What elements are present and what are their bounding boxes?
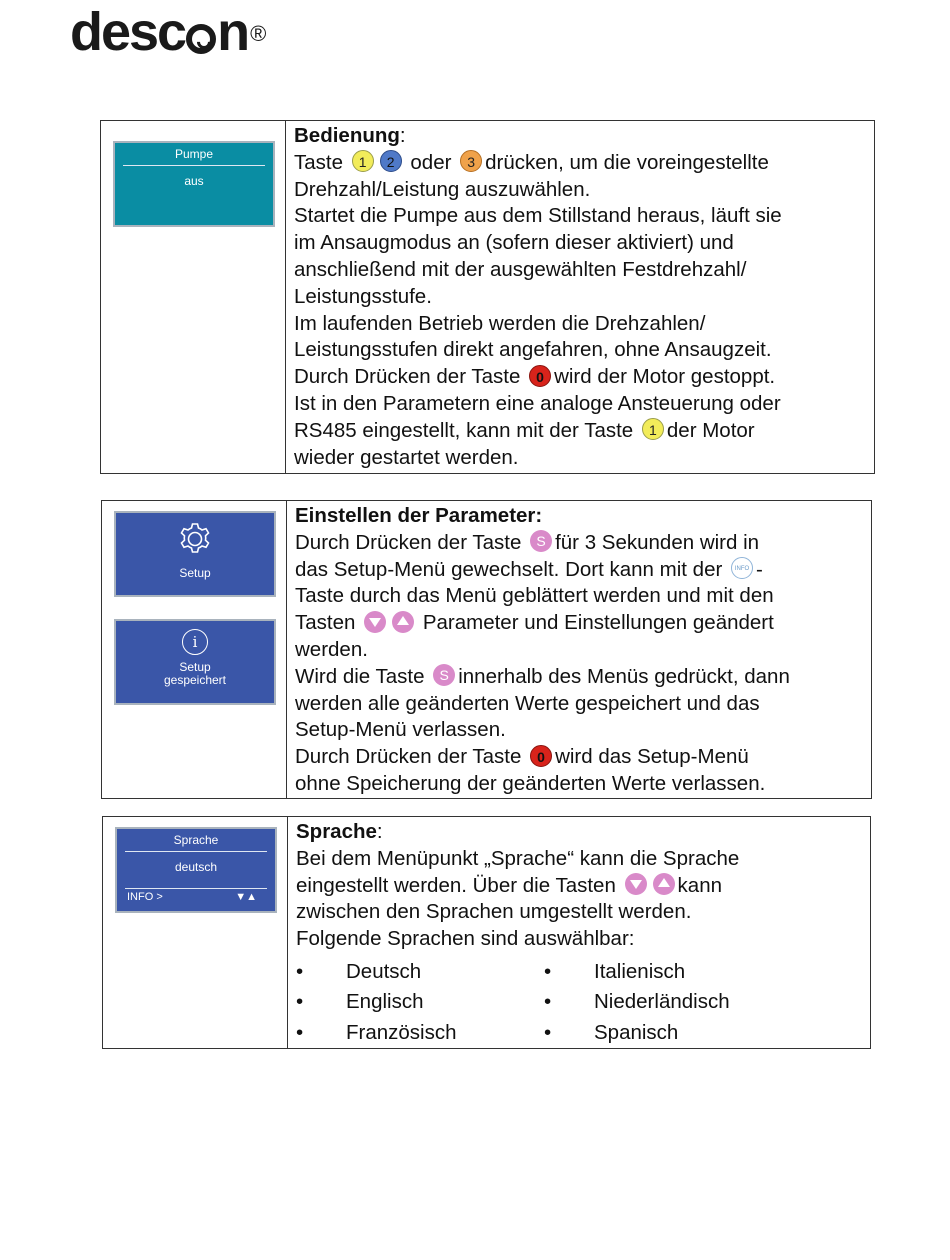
language-display-value: deutsch xyxy=(174,860,218,874)
operation-line: Startet die Pumpe aus dem Stillstand heraus, läuft sie xyxy=(294,204,782,228)
key-1-icon: 1 xyxy=(352,150,374,172)
operation-title-colon: : xyxy=(399,124,406,147)
language-line xyxy=(296,873,862,900)
key-s-icon: S xyxy=(530,530,552,552)
language-name: Niederländisch xyxy=(594,990,730,1014)
registered-mark: ® xyxy=(250,21,267,46)
arrow-up-key-icon xyxy=(653,873,675,895)
language-name: Italienisch xyxy=(594,959,686,983)
bullet: • xyxy=(296,959,304,983)
text: wird das Setup-Menü xyxy=(555,745,749,769)
text: innerhalb des Menüs gedrückt, dann xyxy=(458,664,790,688)
language-name: Spanisch xyxy=(594,1020,679,1044)
key-2-icon: 2 xyxy=(380,150,402,172)
text: Parameter und Einstellungen geändert xyxy=(422,611,774,635)
language-title-colon: : xyxy=(376,820,383,843)
settings-line: Taste durch das Menü geblättert werden und mit den xyxy=(295,584,774,608)
list-item xyxy=(296,1018,544,1049)
operation-line: Leistungsstufen direkt angefahren, ohne Ansaugzeit. xyxy=(294,338,772,362)
language-line: Bei dem Menüpunkt „Sprache“ kann die Sprache xyxy=(296,846,740,870)
operation-title-line xyxy=(294,123,866,150)
language-display-header: Sprache xyxy=(173,833,219,847)
list-item xyxy=(296,957,544,988)
display-divider xyxy=(125,888,267,889)
text: - xyxy=(756,557,763,581)
bullet: • xyxy=(544,959,552,983)
settings-line xyxy=(295,744,863,771)
setup-saved-display xyxy=(114,619,276,705)
bullet: • xyxy=(544,990,552,1014)
language-name: Deutsch xyxy=(346,959,422,983)
operation-line xyxy=(294,418,866,445)
operation-line: Leistungsstufe. xyxy=(294,284,432,308)
settings-line xyxy=(295,664,863,691)
settings-line: ohne Speicherung der geänderten Werte verlassen. xyxy=(295,771,766,795)
gear-icon xyxy=(175,519,215,559)
logo-o-symbol xyxy=(186,24,216,54)
pump-display xyxy=(113,141,275,227)
display-divider xyxy=(123,165,265,166)
settings-line xyxy=(295,530,863,557)
language-display-footer xyxy=(117,891,275,903)
text: Wird die Taste xyxy=(295,664,425,688)
bullet: • xyxy=(544,1020,552,1044)
operation-line xyxy=(294,364,866,391)
settings-screen-cell xyxy=(102,501,287,799)
operation-line: Im laufenden Betrieb werden die Drehzahlen/ xyxy=(294,311,706,335)
key-s-icon: S xyxy=(433,664,455,686)
pump-display-value: aus xyxy=(184,174,204,188)
settings-text-cell xyxy=(287,501,872,799)
language-text-cell xyxy=(288,817,871,1049)
text: drücken, um die voreingestellte xyxy=(485,150,769,174)
language-screen-cell xyxy=(103,817,288,1049)
settings-line: werden alle geänderten Werte gespeichert und das xyxy=(295,691,760,715)
language-line: zwischen den Sprachen umgestellt werden. xyxy=(296,900,692,924)
setup-display-label: Setup xyxy=(179,566,211,580)
text: der Motor xyxy=(666,418,755,442)
language-display xyxy=(115,827,277,913)
list-item xyxy=(544,957,804,988)
setup-display xyxy=(114,511,276,597)
settings-line xyxy=(295,610,863,637)
setup-saved-label-line1: Setup xyxy=(179,660,211,674)
logo-text-part1: desc xyxy=(70,2,186,62)
text: oder xyxy=(410,150,452,174)
language-name: Französisch xyxy=(346,1020,457,1044)
operation-line: im Ansaugmodus an (sofern dieser aktiviert) und xyxy=(294,231,734,255)
text: Tasten xyxy=(295,611,356,635)
key-1-icon: 1 xyxy=(642,418,664,440)
bullet: • xyxy=(296,990,304,1014)
language-title-line xyxy=(296,819,862,846)
info-hint: INFO > xyxy=(127,891,163,903)
arrow-down-key-icon xyxy=(364,611,386,633)
list-item xyxy=(296,987,544,1018)
text: eingestellt werden. Über die Tasten xyxy=(296,873,616,897)
display-divider xyxy=(125,851,267,852)
operation-line: anschließend mit der ausgewählten Festdrehzahl/ xyxy=(294,257,747,281)
operation-text-cell xyxy=(286,121,875,474)
key-3-icon: 3 xyxy=(460,150,482,172)
settings-line: Setup-Menü verlassen. xyxy=(295,718,506,742)
text: Durch Drücken der Taste xyxy=(295,530,522,554)
text: Durch Drücken der Taste xyxy=(295,745,522,769)
bullet: • xyxy=(296,1020,304,1044)
language-section xyxy=(102,816,871,1049)
text: Taste xyxy=(294,150,343,174)
settings-section xyxy=(101,500,872,799)
text: Durch Drücken der Taste xyxy=(294,365,521,389)
info-icon: i xyxy=(182,629,208,655)
operation-screen-cell xyxy=(101,121,286,474)
key-info-icon: INFO xyxy=(731,557,753,579)
text: für 3 Sekunden wird in xyxy=(555,530,760,554)
text: wird der Motor gestoppt. xyxy=(554,365,776,389)
key-0-icon: 0 xyxy=(529,365,551,387)
operation-line: Drehzahl/Leistung auszuwählen. xyxy=(294,177,591,201)
text: kann xyxy=(677,873,723,897)
operation-title: Bedienung xyxy=(294,124,400,147)
arrow-up-key-icon xyxy=(392,611,414,633)
text: RS485 eingestellt, kann mit der Taste xyxy=(294,418,634,442)
operation-line: Ist in den Parametern eine analoge Ansteuerung oder xyxy=(294,391,781,415)
setup-saved-label-line2: gespeichert xyxy=(163,673,227,687)
settings-title: Einstellen der Parameter: xyxy=(295,504,543,527)
operation-line xyxy=(294,150,866,177)
settings-line: werden. xyxy=(295,637,368,661)
logo-text-part2: n xyxy=(217,2,249,62)
list-item xyxy=(544,1018,804,1049)
descon-logo xyxy=(70,4,266,60)
language-list xyxy=(296,957,862,1049)
key-0-icon: 0 xyxy=(530,745,552,767)
pump-display-header: Pumpe xyxy=(174,147,214,161)
arrow-down-key-icon xyxy=(625,873,647,895)
text: das Setup-Menü gewechselt. Dort kann mit der xyxy=(295,557,723,581)
arrows-hint: ▼▲ xyxy=(235,891,257,903)
list-item xyxy=(544,987,804,1018)
language-title: Sprache xyxy=(296,820,377,843)
settings-line xyxy=(295,557,863,584)
operation-section xyxy=(100,120,875,474)
operation-line: wieder gestartet werden. xyxy=(294,445,519,469)
language-line: Folgende Sprachen sind auswählbar: xyxy=(296,927,635,951)
language-name: Englisch xyxy=(346,990,424,1014)
